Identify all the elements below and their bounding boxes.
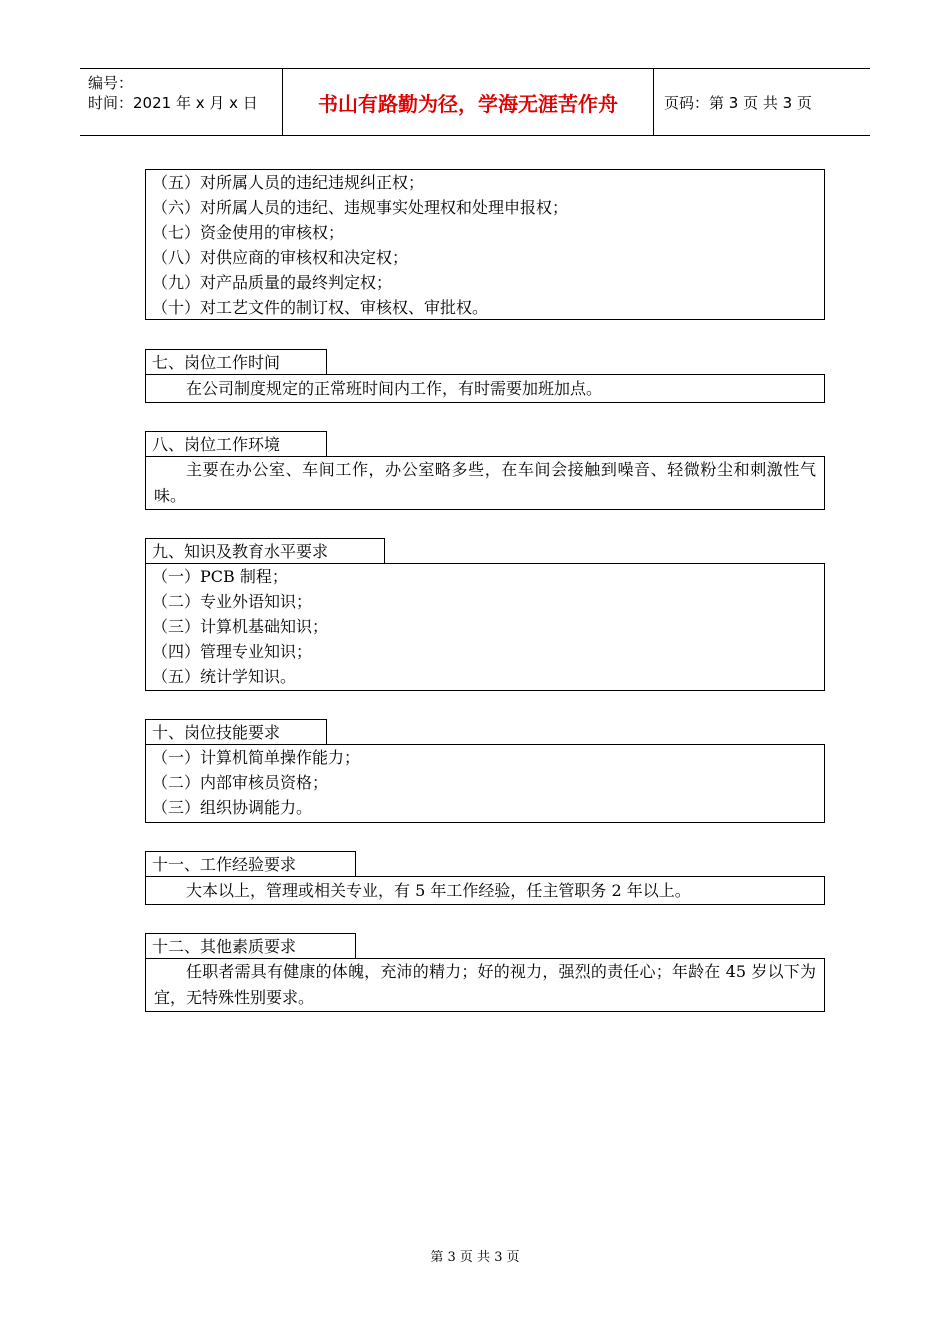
section-title-work-time: 七、岗位工作时间 — [145, 349, 327, 375]
list-item: （十）对工艺文件的制订权、审核权、审批权。 — [152, 298, 489, 317]
section-body-skills — [145, 744, 825, 823]
list-item: （五）统计学知识。 — [152, 667, 297, 686]
section-title-environment: 八、岗位工作环境 — [145, 431, 327, 457]
rights-list-box — [145, 169, 825, 320]
section-text: 任职者需具有健康的体魄，充沛的精力；好的视力，强烈的责任心；年龄在 45 岁以下为宜，无特殊性别要求。 — [154, 962, 816, 1007]
page-header — [80, 68, 870, 136]
section-title-skills: 十、岗位技能要求 — [145, 719, 327, 745]
section-title-other: 十二、其他素质要求 — [145, 933, 356, 959]
section-body-work-time — [145, 374, 825, 403]
document-time-label: 时间：2021 年 x 月 x 日 — [88, 94, 258, 112]
list-item: （七）资金使用的审核权； — [152, 223, 345, 242]
list-item: （九）对产品质量的最终判定权； — [152, 273, 393, 292]
section-body-environment — [145, 456, 825, 510]
list-item: （一）PCB 制程； — [152, 567, 288, 586]
header-motto: 书山有路勤为径，学海无涯苦作舟 — [282, 69, 654, 135]
section-title-experience: 十一、工作经验要求 — [145, 851, 356, 877]
section-title-knowledge: 九、知识及教育水平要求 — [145, 538, 385, 564]
list-item: （三）组织协调能力。 — [152, 798, 313, 817]
page-footer: 第 3 页 共 3 页 — [430, 1250, 520, 1265]
section-body-other — [145, 958, 825, 1012]
list-item: （二）专业外语知识； — [152, 592, 313, 611]
header-page-number: 页码：第 3 页 共 3 页 — [664, 93, 812, 112]
list-item: （八）对供应商的审核权和决定权； — [152, 248, 409, 267]
header-meta — [80, 69, 282, 135]
section-text: 主要在办公室、车间工作，办公室略多些，在车间会接触到噪音、轻微粉尘和刺激性气味。 — [154, 460, 816, 505]
list-item: （四）管理专业知识； — [152, 642, 313, 661]
section-text: 大本以上，管理或相关专业，有 5 年工作经验，任主管职务 2 年以上。 — [186, 881, 691, 900]
list-item: （三）计算机基础知识； — [152, 617, 329, 636]
list-item: （一）计算机简单操作能力； — [152, 748, 361, 767]
list-item: （五）对所属人员的违纪违规纠正权； — [152, 173, 425, 192]
section-body-experience — [145, 876, 825, 905]
section-text: 在公司制度规定的正常班时间内工作，有时需要加班加点。 — [186, 379, 603, 398]
document-number-label: 编号： — [88, 74, 134, 92]
list-item: （二）内部审核员资格； — [152, 773, 329, 792]
section-body-knowledge — [145, 563, 825, 691]
list-item: （六）对所属人员的违纪、违规事实处理权和处理申报权； — [152, 198, 569, 217]
